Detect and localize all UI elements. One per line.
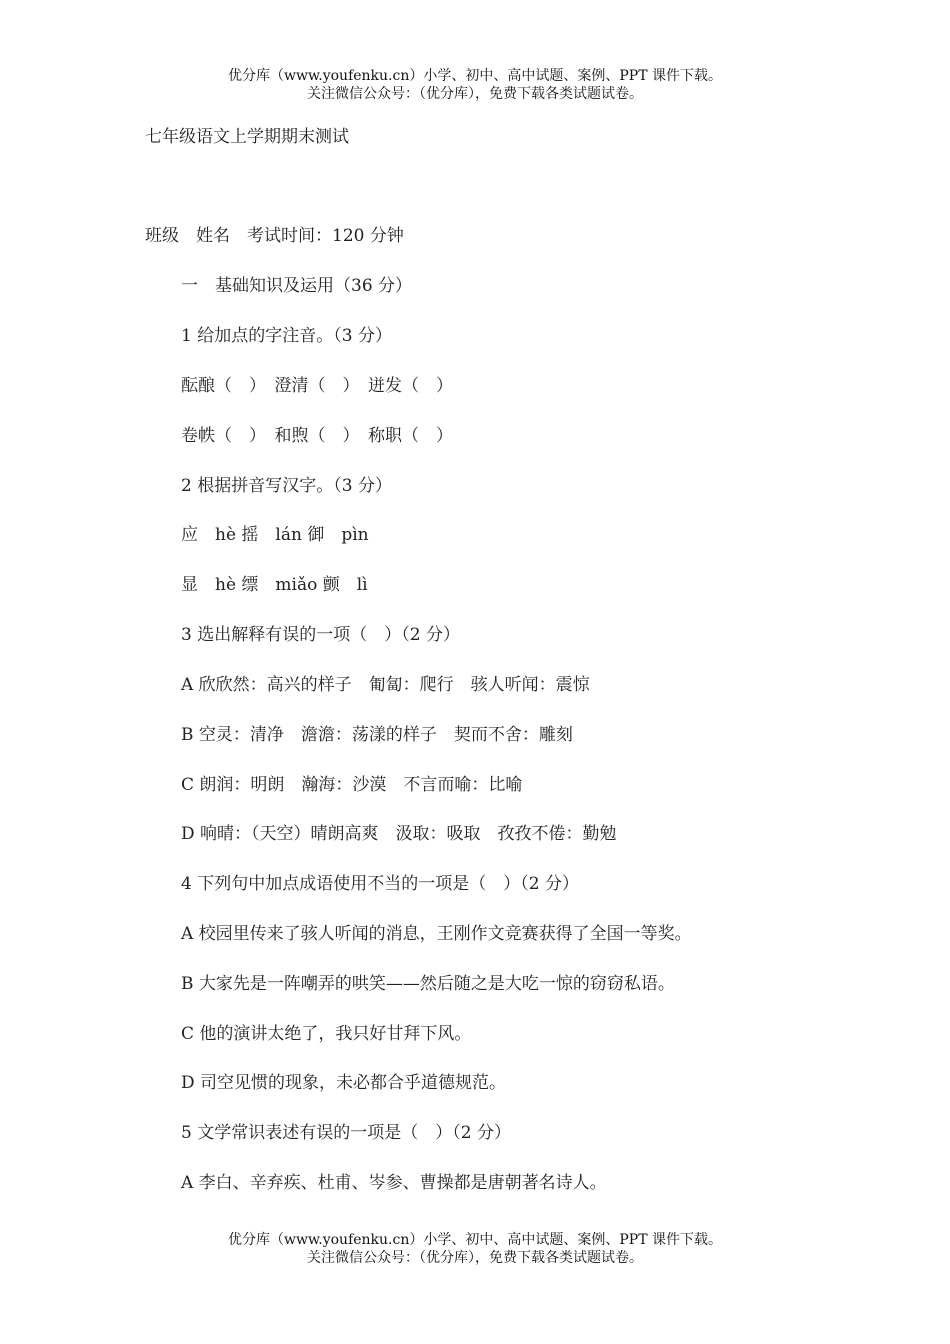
question-5-option-a: A 李白、辛弃疾、杜甫、岑参、曹操都是唐朝著名诗人。	[181, 1173, 607, 1193]
question-4-option-d: D 司空见惯的现象，未必都合乎道德规范。	[181, 1073, 507, 1093]
question-3-option-d: D 响晴：（天空）晴朗高爽 汲取：吸取 孜孜不倦：勤勉	[181, 824, 617, 844]
page-footer	[0, 1231, 950, 1267]
question-4-option-b: B 大家先是一阵嘲弄的哄笑——然后随之是大吃一惊的窃窃私语。	[181, 974, 675, 994]
student-info-line: 班级 姓名 考试时间：120 分钟	[145, 226, 404, 246]
question-2-row-1: 应 hè 摇 lán 御 pìn	[181, 525, 369, 545]
question-2-row-2: 显 hè 缥 miǎo 颤 lì	[181, 575, 368, 595]
section-heading: 一 基础知识及运用（36 分）	[181, 276, 413, 296]
page-header	[0, 67, 950, 103]
question-4-option-c: C 他的演讲太绝了，我只好甘拜下风。	[181, 1024, 472, 1044]
question-1-row-1: 酝酿（ ） 澄清（ ） 迸发（ ）	[181, 376, 453, 396]
header-line-1: 优分库（www.youfenku.cn）小学、初中、高中试题、案例、PPT 课件下载。	[227, 68, 722, 84]
question-2-stem: 2 根据拼音写汉字。（3 分）	[181, 476, 392, 496]
footer-line-2: 关注微信公众号：（优分库），免费下载各类试题试卷。	[307, 1250, 643, 1266]
question-1-row-2: 卷帙（ ） 和煦（ ） 称职（ ）	[181, 426, 453, 446]
header-line-2: 关注微信公众号：（优分库），免费下载各类试题试卷。	[307, 86, 643, 102]
question-3-stem: 3 选出解释有误的一项（ ）（2 分）	[181, 625, 460, 645]
question-3-option-a: A 欣欣然：高兴的样子 匍匐：爬行 骇人听闻：震惊	[181, 675, 590, 695]
question-3-option-b: B 空灵：清净 澹澹：荡漾的样子 契而不舍：雕刻	[181, 725, 573, 745]
question-5-stem: 5 文学常识表述有误的一项是（ ）（2 分）	[181, 1123, 511, 1143]
document-title: 七年级语文上学期期末测试	[145, 127, 349, 147]
question-3-option-c: C 朗润：明朗 瀚海：沙漠 不言而喻：比喻	[181, 775, 523, 795]
question-4-stem: 4 下列句中加点成语使用不当的一项是（ ）（2 分）	[181, 874, 579, 894]
footer-line-1: 优分库（www.youfenku.cn）小学、初中、高中试题、案例、PPT 课件下载。	[227, 1232, 722, 1248]
question-4-option-a: A 校园里传来了骇人听闻的消息，王刚作文竞赛获得了全国一等奖。	[181, 924, 692, 944]
question-1-stem: 1 给加点的字注音。（3 分）	[181, 326, 392, 346]
